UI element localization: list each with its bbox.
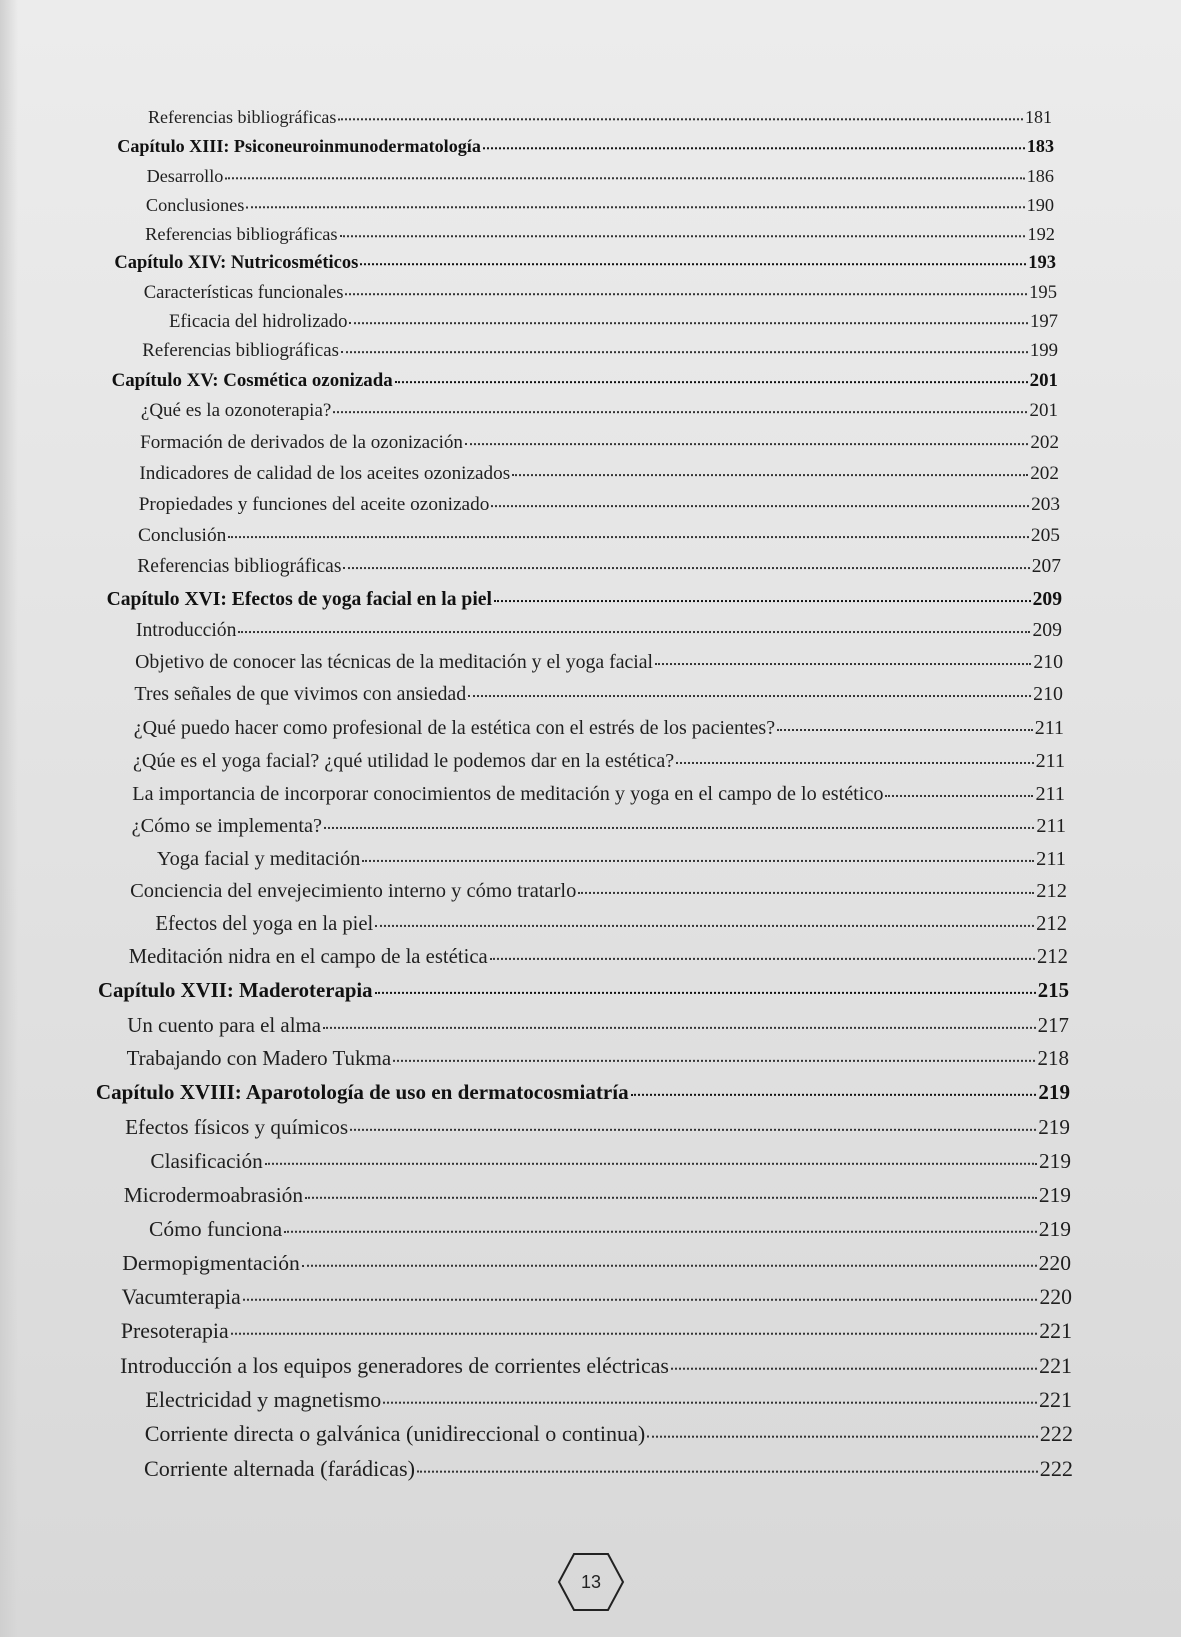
dot-leader xyxy=(777,722,1033,731)
toc-entry-label: Formación de derivados de la ozonización xyxy=(140,432,463,453)
toc-entry-page: 201 xyxy=(1029,400,1058,421)
toc-entry-page: 181 xyxy=(1025,107,1052,127)
toc-chapter-entry xyxy=(107,589,1062,611)
toc-entry xyxy=(136,620,1062,642)
toc-entry-page: 221 xyxy=(1039,1319,1072,1343)
toc-entry xyxy=(139,463,1059,484)
toc-entry-page: 210 xyxy=(1033,651,1063,673)
dot-leader xyxy=(333,405,1027,414)
toc-entry-label: Trabajando con Madero Tukma xyxy=(126,1046,392,1070)
dot-leader xyxy=(362,853,1034,862)
toc-entry-label: ¿Qúe es el yoga facial? ¿qué utilidad le podemos dar en la estética? xyxy=(133,750,675,772)
toc-entry-page: 211 xyxy=(1035,783,1065,805)
dot-leader xyxy=(468,688,1031,697)
toc-entry-page: 220 xyxy=(1039,1285,1072,1309)
toc-entry-label: Corriente directa o galvánica (unidireccional o continua) xyxy=(144,1421,646,1446)
dot-leader xyxy=(238,624,1030,633)
dot-leader xyxy=(345,287,1027,296)
toc-entry-page: 202 xyxy=(1030,463,1059,484)
toc-entry xyxy=(145,1422,1073,1446)
toc-entry-label: Introducción a los equipos generadores de corrientes eléctricas xyxy=(120,1353,669,1378)
toc-entry-page: 219 xyxy=(1038,1115,1070,1139)
toc-entry xyxy=(122,1252,1071,1276)
toc-entry-page: 193 xyxy=(1028,253,1056,273)
dot-leader xyxy=(512,467,1028,476)
dot-leader xyxy=(483,141,1025,149)
toc-entry-label: Efectos del yoga en la piel xyxy=(155,913,374,935)
toc-entry-page: 202 xyxy=(1030,432,1059,453)
toc-entry xyxy=(132,783,1065,805)
toc-entry xyxy=(125,1116,1070,1139)
toc-entry-label: ¿Qué es la ozonoterapia? xyxy=(140,400,332,421)
toc-entry-page: 219 xyxy=(1039,1149,1071,1173)
dot-leader xyxy=(465,436,1028,445)
toc-entry-page: 219 xyxy=(1038,1183,1071,1207)
toc-chapter-entry xyxy=(98,980,1069,1003)
toc-entry-label: Referencias bibliográficas xyxy=(145,224,338,244)
toc-entry xyxy=(145,224,1055,244)
dot-leader xyxy=(246,200,1024,208)
dot-leader xyxy=(885,788,1033,797)
toc-entry xyxy=(146,195,1054,215)
toc-entry-label: Presoterapia xyxy=(120,1319,229,1343)
dot-leader xyxy=(349,316,1027,325)
toc-entry-label: Conclusión xyxy=(138,525,227,546)
dot-leader xyxy=(393,1053,1035,1062)
toc-entry-label: Meditación nidra en el campo de la estética xyxy=(128,946,488,968)
dot-leader xyxy=(350,1121,1036,1130)
toc-entry-label: Yoga facial y meditación xyxy=(156,848,361,870)
toc-entry-page: 190 xyxy=(1026,195,1054,215)
toc-entry xyxy=(133,750,1065,772)
toc-entry-label: Clasificación xyxy=(150,1149,263,1173)
dot-leader xyxy=(284,1223,1037,1233)
toc-entry-label: Corriente alternada (farádicas) xyxy=(144,1456,416,1481)
toc-entry-label: Conciencia del envejecimiento interno y cómo tratarlo xyxy=(130,880,577,902)
dot-leader xyxy=(647,1428,1038,1438)
dot-leader xyxy=(578,885,1034,894)
toc-entry-label: Capítulo XVIII: Aparotología de uso en dermatocosmiatría xyxy=(95,1080,629,1104)
toc-entry xyxy=(142,341,1058,362)
toc-entry xyxy=(157,848,1066,870)
toc-entry-label: Dermopigmentación xyxy=(122,1251,300,1275)
toc-entry-page: 207 xyxy=(1031,556,1061,577)
toc-entry xyxy=(169,312,1058,333)
toc-entry-label: Propiedades y funciones del aceite ozonizado xyxy=(138,494,490,515)
toc-entry-page: 210 xyxy=(1033,683,1063,705)
toc-entry-label: Referencias bibliográficas xyxy=(137,556,342,577)
toc-entry-page: 222 xyxy=(1039,1456,1073,1481)
toc-entry-page: 205 xyxy=(1030,525,1060,546)
dot-leader xyxy=(305,1189,1037,1198)
toc-entry-label: Capítulo XV: Cosmética ozonizada xyxy=(111,370,393,391)
toc-chapter-entry xyxy=(114,253,1056,273)
toc-entry xyxy=(130,880,1067,903)
toc-entry-label: Capítulo XIV: Nutricosméticos xyxy=(114,253,359,273)
toc-entry-page: 215 xyxy=(1037,979,1069,1002)
toc-entry xyxy=(127,1014,1069,1037)
toc-entry-page: 209 xyxy=(1032,589,1062,610)
dot-leader xyxy=(302,1257,1037,1267)
toc-entry-label: ¿Cómo se implementa? xyxy=(131,815,322,837)
toc-entry-page: 212 xyxy=(1036,913,1067,935)
toc-entry xyxy=(147,166,1054,186)
dot-leader xyxy=(360,257,1026,265)
dot-leader xyxy=(375,985,1036,994)
page-binding-edge xyxy=(0,0,18,1637)
toc-entry xyxy=(148,108,1052,128)
toc-entry-label: Introducción xyxy=(135,619,237,641)
dot-leader xyxy=(494,593,1031,602)
toc-entry-label: Efectos físicos y químicos xyxy=(125,1115,349,1139)
dot-leader xyxy=(265,1155,1037,1164)
toc-entry-label: Cómo funciona xyxy=(149,1217,283,1241)
toc-entry-label: Eficacia del hidrolizado xyxy=(169,311,348,332)
dot-leader xyxy=(343,560,1029,569)
toc-entry-page: 217 xyxy=(1037,1013,1069,1037)
toc-entry-page: 211 xyxy=(1036,848,1066,870)
dot-leader xyxy=(417,1463,1038,1473)
toc-entry xyxy=(135,652,1063,674)
toc-entry-page: 201 xyxy=(1029,370,1058,391)
dot-leader xyxy=(491,498,1029,507)
dot-leader xyxy=(383,1394,1037,1404)
toc-entry-page: 195 xyxy=(1029,282,1057,303)
toc-entry xyxy=(137,556,1061,577)
toc-entry-page: 203 xyxy=(1031,494,1060,515)
toc-entry xyxy=(129,946,1068,969)
toc-entry xyxy=(150,1150,1071,1173)
toc-entry xyxy=(132,815,1066,837)
toc-entry-label: Capítulo XVII: Maderoterapia xyxy=(98,979,373,1002)
dot-leader xyxy=(338,112,1023,120)
toc-entry-label: Objetivo de conocer las técnicas de la meditación y el yoga facial xyxy=(135,651,654,673)
toc-entry-page: 222 xyxy=(1039,1421,1073,1446)
toc-entry-page: 211 xyxy=(1035,750,1065,772)
dot-leader xyxy=(340,229,1026,237)
toc-entry-page: 199 xyxy=(1029,340,1058,361)
dot-leader xyxy=(231,1325,1038,1335)
toc-entry-label: Conclusiones xyxy=(145,195,245,215)
toc-entry-label: Microdermoabrasión xyxy=(123,1183,304,1207)
toc-entry-label: La importancia de incorporar conocimientos de meditación y yoga en el campo de lo estético xyxy=(132,783,884,805)
dot-leader xyxy=(676,755,1033,764)
toc-entry xyxy=(155,913,1067,936)
toc-entry-page: 211 xyxy=(1034,717,1064,739)
toc-entry-page: 220 xyxy=(1038,1251,1071,1275)
toc-entry-label: Capítulo XIII: Psiconeuroinmunodermatología xyxy=(117,136,481,156)
toc-entry xyxy=(120,1354,1072,1378)
toc-entry-label: Desarrollo xyxy=(146,166,224,186)
toc-entry xyxy=(138,525,1060,546)
dot-leader xyxy=(243,1291,1038,1301)
dot-leader xyxy=(324,820,1034,829)
dot-leader xyxy=(655,656,1031,665)
toc-entry-page: 221 xyxy=(1038,1387,1072,1412)
toc-entry-page: 212 xyxy=(1036,946,1068,968)
toc-entry xyxy=(127,1047,1069,1070)
toc-entry-page: 192 xyxy=(1027,224,1055,244)
toc-entry xyxy=(134,717,1064,739)
toc-entry xyxy=(121,1320,1072,1344)
toc-entry xyxy=(140,432,1059,453)
toc-entry-label: ¿Qué puedo hacer como profesional de la estética con el estrés de los pacientes? xyxy=(133,717,776,739)
toc-entry-label: Referencias bibliográficas xyxy=(148,107,337,127)
dot-leader xyxy=(671,1360,1037,1370)
dot-leader xyxy=(395,375,1028,384)
toc-entry xyxy=(144,1457,1073,1481)
dot-leader xyxy=(631,1086,1037,1095)
toc-entry-label: Referencias bibliográficas xyxy=(142,340,339,361)
toc-entry xyxy=(124,1184,1071,1208)
toc-entry xyxy=(134,684,1063,706)
dot-leader xyxy=(225,171,1024,179)
toc-chapter-entry xyxy=(96,1081,1070,1104)
toc-entry-page: 211 xyxy=(1036,815,1066,837)
toc-entry-page: 186 xyxy=(1026,166,1054,186)
toc-entry-label: Un cuento para el alma xyxy=(127,1013,322,1037)
dot-leader xyxy=(341,345,1028,354)
toc-entry-page: 219 xyxy=(1038,1217,1071,1241)
dot-leader xyxy=(323,1020,1036,1029)
toc-entry-label: Electricidad y magnetismo xyxy=(145,1387,382,1412)
toc-entry-label: Tres señales de que vivimos con ansiedad xyxy=(134,683,467,705)
dot-leader xyxy=(228,529,1029,538)
toc-entry-label: Vacumterapia xyxy=(121,1285,241,1309)
toc-entry xyxy=(139,494,1060,515)
dot-leader xyxy=(490,951,1035,960)
page-number-badge xyxy=(557,1552,625,1612)
toc-entry xyxy=(149,1218,1071,1242)
toc-entry-page: 219 xyxy=(1038,1080,1070,1104)
toc-entry xyxy=(122,1286,1072,1310)
toc-chapter-entry xyxy=(117,137,1054,157)
toc-entry xyxy=(145,1388,1072,1412)
toc-entry-page: 212 xyxy=(1036,880,1067,902)
toc-entry-page: 197 xyxy=(1029,311,1058,332)
toc-entry-label: Características funcionales xyxy=(143,282,344,303)
toc-entry-page: 218 xyxy=(1037,1046,1069,1070)
dot-leader xyxy=(375,918,1034,927)
toc-entry-page: 221 xyxy=(1039,1353,1072,1378)
page-number: 13 xyxy=(580,1571,602,1592)
toc-entry-label: Capítulo XVI: Efectos de yoga facial en la piel xyxy=(106,589,492,610)
toc-entry-page: 209 xyxy=(1032,619,1062,641)
toc-chapter-entry xyxy=(112,371,1058,392)
toc-entry xyxy=(144,283,1057,303)
toc-entry-page: 183 xyxy=(1026,136,1054,156)
toc-entry-label: Indicadores de calidad de los aceites ozonizados xyxy=(139,463,511,484)
toc-entry xyxy=(141,401,1058,422)
